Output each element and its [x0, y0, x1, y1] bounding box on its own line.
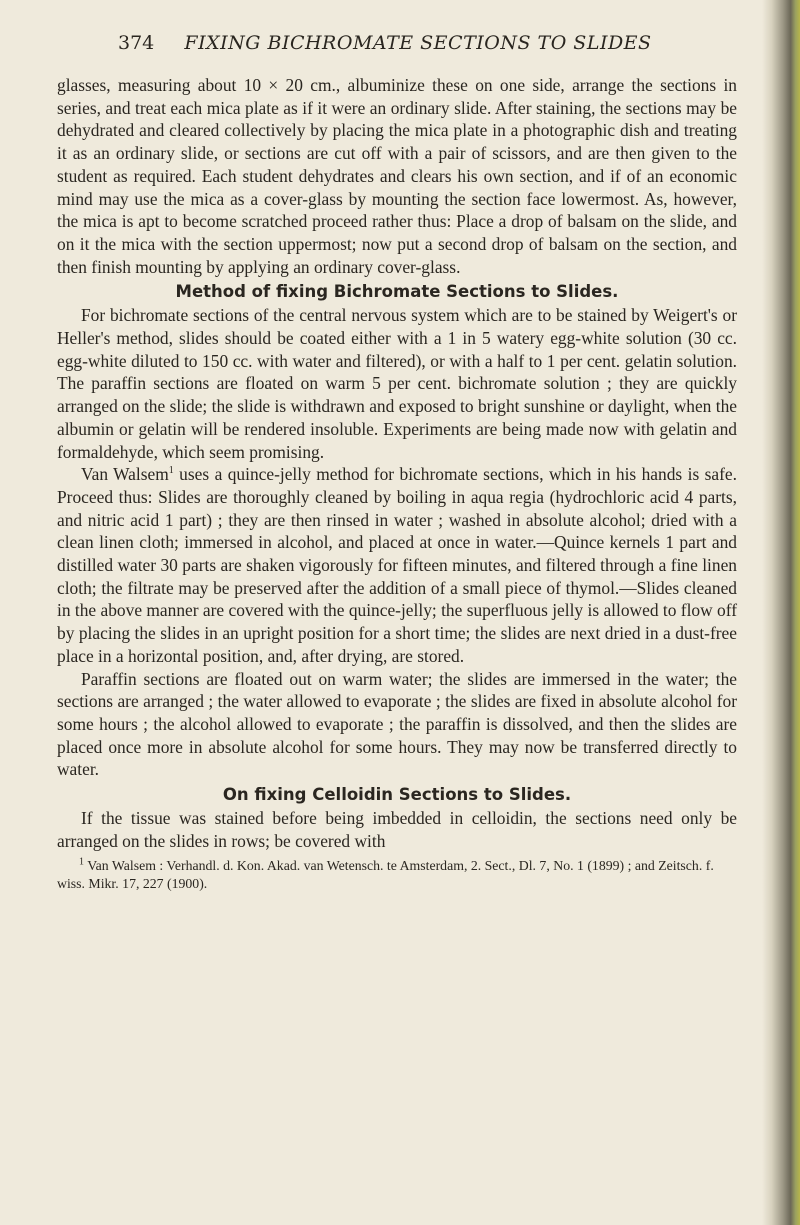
page-header: [118, 32, 718, 60]
footnote-marker: 1: [79, 855, 84, 867]
footnote-text: Van Walsem : Verhandl. d. Kon. Akad. van Wetensch. te Amsterdam, 2. Sect., Dl. 7, No. 1 (1899) ; and Zeitsch. f. wiss. Mikr. 17, 227 (1900).: [57, 857, 714, 891]
section-heading-celloidin: On fixing Celloidin Sections to Slides.: [222, 785, 572, 805]
book-binding-edge: [762, 0, 800, 1225]
van-walsem-method-text: uses a quince-jelly method for bichromate sections, which in his hands is safe. Proceed thus: Slides are thoroughly cleaned by boiling in aqua regia (hydrochloric acid 4 parts, and nitric acid 1 part) ; they are then rinsed in water ; washed in absolute alcohol; dried with a clean linen cloth; immersed in alcohol, and placed at once in water.—Quince kernels 1 part and distilled water 30 parts are shaken vigorously for fifteen minutes, and filtered through a fine linen cloth; the filtrate may be preserved after the addition of a small piece of thymol.—Slides cleaned in the above manner are covered with the quince-jelly; the superfluous jelly is allowed to flow off by placing the slides in an upright position for a short time; the slides are next dried in a dust-free place in a horizontal position, and, after drying, are stored.: [57, 464, 737, 666]
footnote-reference: 1: [168, 465, 174, 477]
van-walsem-name: Van Walsem: [81, 464, 169, 485]
paragraph-van-walsem: [57, 463, 737, 667]
paragraph-celloidin: If the tissue was stained before being imbedded in celloidin, the sections need only be arranged on the slides in rows; be covered with: [57, 808, 737, 851]
page-number: 374: [118, 32, 155, 54]
paragraph-bichromate-intro: For bichromate sections of the central nervous system which are to be stained by Weigert's or Heller's method, slides should be coated either with a 1 in 5 watery egg-white solution (30 cc. egg-white diluted to 150 cc. with water and filtered), or with a half to 1 per cent. gelatin solution. The paraffin sections are floated on warm 5 per cent. bichromate solution ; they are quickly arranged on the slide; the slide is withdrawn and exposed to bright sunshine or daylight, when the albumin or gelatin will be rendered insoluble. Experiments are being made now with gelatin and formaldehyde, which seem promising.: [57, 305, 737, 462]
section-heading-bichromate: Method of fixing Bichromate Sections to Slides.: [175, 282, 619, 302]
footnote-1: [57, 857, 737, 893]
body-text: [57, 74, 737, 893]
paragraph-paraffin-sections: Paraffin sections are floated out on warm water; the slides are immersed in the water; the sections are arranged ; the water allowed to evaporate ; the slides are fixed in absolute alcohol for some hours ; the alcohol allowed to evaporate ; the paraffin is dissolved, and then the slides are placed once more in absolute alcohol for some hours. They may now be transferred directly to water.: [57, 668, 737, 780]
paragraph-mica-slides: glasses, measuring about 10 × 20 cm., albuminize these on one side, arrange the sections in series, and treat each mica plate as if it were an ordinary slide. After staining, the sections may be dehydrated and cleared collectively by placing the mica plate in a photographic dish and treating it as an ordinary slide, or sections are cut off with a pair of scissors, and are then given to the student as required. Each student dehydrates and clears his own section, and if of an economic mind may use the mica as a cover-glass by mounting the section face lowermost. As, however, the mica is apt to become scratched proceed rather thus: Place a drop of balsam on the slide, and on it the mica with the section uppermost; now put a second drop of balsam on the section, and then finish mounting by applying an ordinary cover-glass.: [57, 75, 737, 277]
running-title: FIXING BICHROMATE SECTIONS TO SLIDES: [184, 32, 652, 54]
footnotes: [57, 857, 737, 893]
